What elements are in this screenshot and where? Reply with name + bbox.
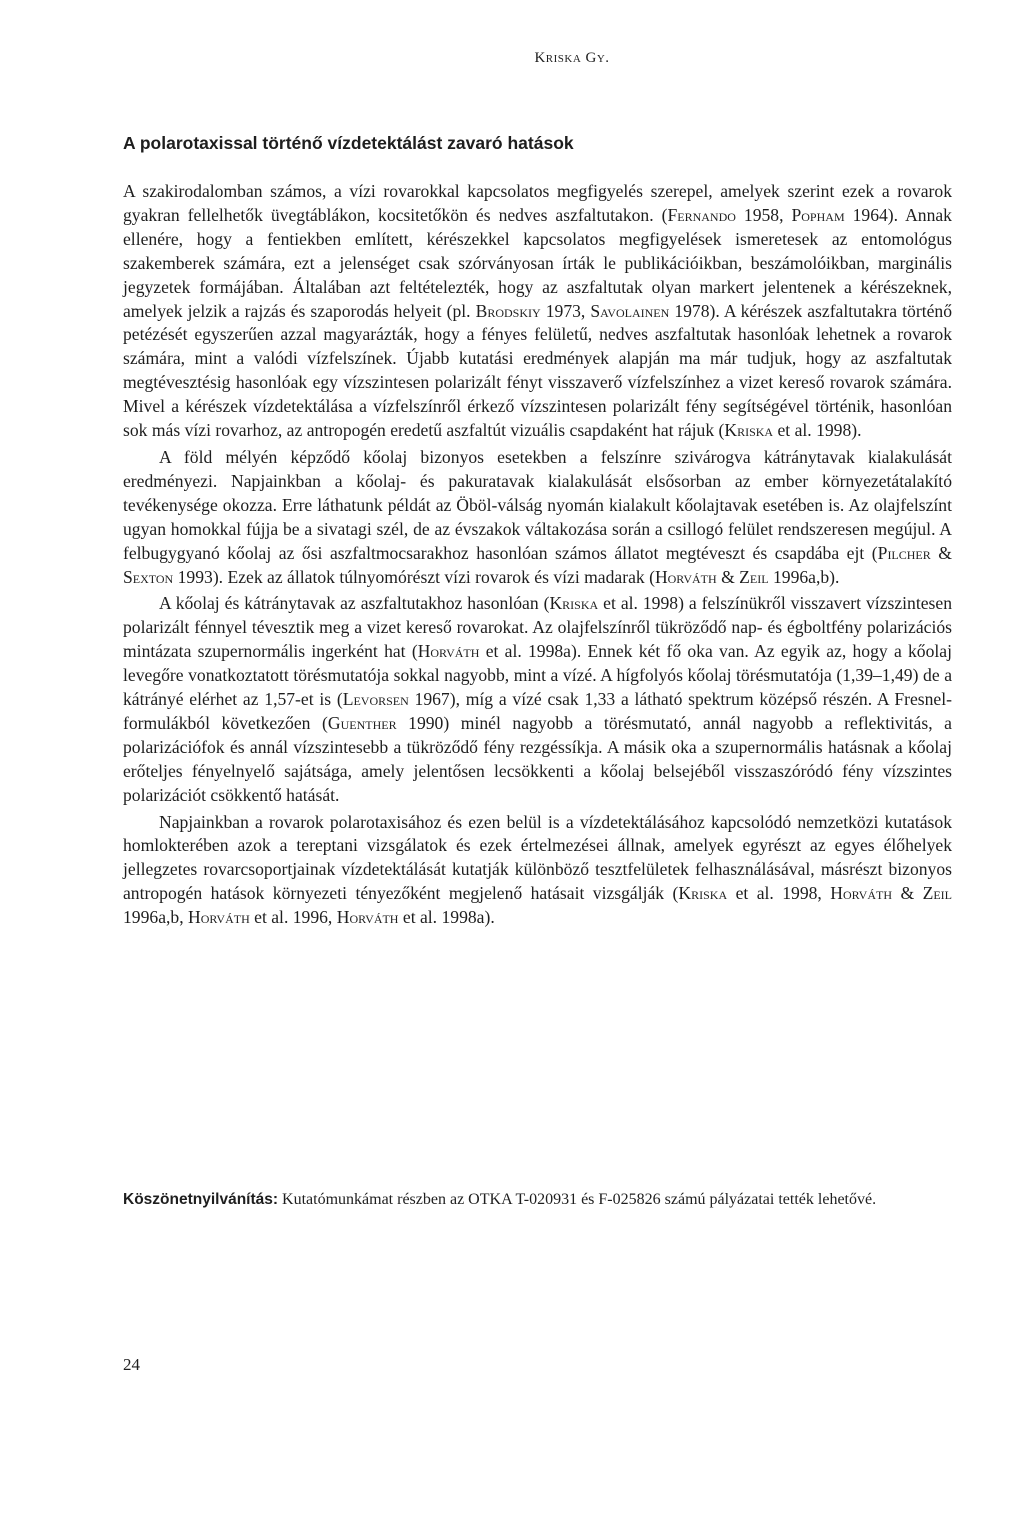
text-run: et al. 1996, bbox=[249, 907, 337, 928]
author-name: Zeil bbox=[922, 883, 952, 904]
text-run: et al. 1998, bbox=[727, 883, 831, 904]
page-number: 24 bbox=[123, 1355, 140, 1374]
text-run: 1973, bbox=[540, 300, 591, 321]
text-run: A föld mélyén képződő kőolaj bizonyos esetekben a felszínre szivárogva kátránytavak kialakulását eredményezi. Napjainkban a kőolaj- és pakuratavak kialakulását elsősorban az ember környezetátalakító tevékenysége okozza. Erre láthatunk példát az Öböl-válság nyomán kialakult kőolajtavak esetében is. Az olajfelszínt ugyan homokkal fújja be a sivatagi szél, de az évszakok váltakozása során a csillogó felület rendszeresen megújul. A felbugygyanó kőolaj az ősi aszfaltmocsarakhoz hasonlóan számos állatot megtéveszt és csapdába ejt ( bbox=[123, 446, 952, 563]
text-run: 1990) minél nagyobb a törésmutató, annál nagyobb a reflektivitás, a polarizációfok és annál vízszintesebb a tükröződő fény rezgéssíkja. A másik oka a szupernormális hatásnak a kőolaj erőteljes fényelnyelő sajátsága, amely jelentősen lecsökkenti a kőolaj belsejéből visszaszóródó fény vízszintes polarizációt csökkentő hatását. bbox=[123, 712, 952, 805]
author-name: Guenther bbox=[327, 712, 397, 733]
author-name: Fernando bbox=[667, 204, 736, 225]
paragraph-3 bbox=[123, 592, 952, 807]
author-name: Horváth bbox=[654, 566, 717, 587]
author-name: Horváth bbox=[417, 641, 480, 662]
text-run: et al. 1998). bbox=[773, 420, 862, 441]
paragraph-4 bbox=[123, 811, 952, 931]
author-name: Savolainen bbox=[590, 300, 670, 321]
section-heading: A polarotaxissal történő vízdetektálást zavaró hatások bbox=[123, 133, 574, 153]
text-run: & bbox=[892, 883, 923, 904]
author-name: Sexton bbox=[123, 566, 174, 587]
running-header: Kriska Gy. bbox=[534, 50, 610, 66]
author-name: Pilcher bbox=[877, 542, 931, 563]
author-name: Horváth bbox=[188, 907, 250, 928]
acknowledgement-label: Köszönetnyilvánítás: bbox=[123, 1191, 279, 1208]
text-run: Napjainkban a rovarok polarotaxisához és ezen belül is a vízdetektálásához kapcsolódó nemzetközi kutatások homlokterében azok a tereptani vizsgálatok és ezek értelmezései állnak, amelyek egyrészt az egyes élőhelyek jellegzetes rovarcsoportjainak vízdetektálását kutatják különböző tesztfelületek felhasználásával, másrészt bizonyos antropogén hatások környezeti tényezőként megjelenő hatásait vizsgálják ( bbox=[123, 811, 952, 904]
text-run: 1996a,b, bbox=[123, 907, 188, 928]
text-run: 1958, bbox=[735, 204, 792, 225]
paragraph-2 bbox=[123, 446, 952, 589]
text-run: & bbox=[930, 542, 952, 563]
author-name: Horváth bbox=[336, 907, 399, 928]
author-name: Brodskiy bbox=[475, 300, 541, 321]
body-text bbox=[123, 180, 952, 933]
text-run: et al. 1998a). Ennek két fő oka van. Az egyik az, hogy a kőolaj levegőre vonatkoztatott törésmutatója sokkal nagyobb, mint a vízé. A hígfolyós kőolaj törésmutatója (1,39–1,49) de a kátrányé elérhet az 1,57-et is ( bbox=[123, 641, 952, 710]
author-name: Zeil bbox=[739, 566, 769, 587]
text-run: 1996a,b). bbox=[768, 566, 840, 587]
author-name: Kriska bbox=[724, 420, 774, 441]
acknowledgement bbox=[123, 1189, 952, 1211]
author-name: Kriska bbox=[678, 883, 728, 904]
text-run: et al. 1998a). bbox=[398, 907, 495, 928]
acknowledgement-text: Kutatómunkámat részben az OTKA T-020931 és F-025826 számú pályázatai tették lehetővé. bbox=[278, 1191, 877, 1208]
text-run: et al. 1998) a felszínükről visszavert vízszintesen polarizált fénnyel tévesztik meg a vizet kereső rovarokat. Az olajfelszínről tükröződő nap- és égboltfény polarizációs mintázata szupernormális ingerként hat ( bbox=[123, 593, 952, 662]
text-run: A kőolaj és kátránytavak az aszfaltutakhoz hasonlóan ( bbox=[159, 593, 550, 614]
paragraph-1 bbox=[123, 180, 952, 443]
author-name: Kriska bbox=[549, 593, 599, 614]
text-run: 1964). Annak ellenére, hogy a fentiekben említett, kérészekkel kapcsolatos megfigyelések ismeretesek az entomológus szakemberek számára, ezt a jelenséget csak szórványosan írták le publikációikban, beszámolóikban, marginális jegyzetek formájában. Általában azt feltételezték, hogy az aszfaltutak olyan markert jelentenek a kérészeknek, amelyek jelzik a rajzás és szaporodás helyeit (pl. bbox=[123, 204, 952, 321]
text-run: 1978). A kérészek aszfaltutakra történő petézését egyszerűen azzal magyarázták, hogy a fényes felületű, nedves aszfaltutak hasonlóak lehetnek a rovarok számára, mint a valódi vízfelszínek. Újabb kutatási eredmények alapján ma már tudjuk, hogy az aszfaltutak megtévesztésig hasonlóak egy vízszintesen polarizált fényt visszaverő vízfelszínhez a vizet kereső rovarok számára. Mivel a kérészek vízdetektálása a vízfelszínről érkező vízszintesen polarizált fény segítségével történik, hasonlóan sok más vízi rovarhoz, az antropogén eredetű aszfaltút vizuális csapdaként hat rájuk ( bbox=[123, 300, 952, 441]
author-name: Popham bbox=[791, 204, 845, 225]
author-name: Horváth bbox=[830, 883, 893, 904]
text-run: A szakirodalomban számos, a vízi rovarokkal kapcsolatos megfigyelés szerepel, amelyek szerint ezek a rovarok gyakran fellelhetők üvegtáblákon, kocsitetőkön és nedves aszfaltutakon. ( bbox=[123, 181, 952, 225]
author-name: Levorsen bbox=[342, 689, 409, 710]
text-run: 1993). Ezek az állatok túlnyomórészt vízi rovarok és vízi madarak ( bbox=[173, 566, 655, 587]
text-run: & bbox=[716, 566, 740, 587]
text-run: 1967), míg a vízé csak 1,33 a látható spektrum középső részén. A Fresnel-formulákból következően ( bbox=[123, 689, 952, 733]
